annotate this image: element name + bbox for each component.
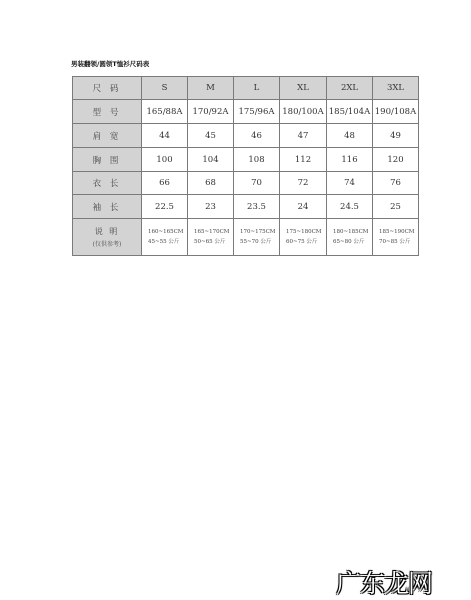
table-cell: 68 — [188, 172, 234, 195]
table-cell: 112 — [280, 148, 327, 172]
size-header-cell: M — [188, 77, 234, 100]
notes-weight: 50~65 公斤 — [194, 239, 226, 245]
row-label: 肩 宽 — [73, 124, 142, 148]
size-header-cell: L — [234, 77, 280, 100]
notes-height: 175~180CM — [286, 229, 322, 235]
table-cell: 70 — [234, 172, 280, 195]
table-row-chest — [73, 148, 419, 172]
notes-label: 说 明 — [94, 227, 120, 236]
row-label: 胸 围 — [73, 148, 142, 172]
notes-height: 185~190CM — [379, 229, 415, 235]
table-row-sleeve — [73, 195, 419, 219]
table-cell: 46 — [234, 124, 280, 148]
table-cell: 190/108A — [373, 100, 419, 124]
notes-weight: 65~80 公斤 — [333, 239, 365, 245]
table-cell: 44 — [142, 124, 188, 148]
page-title: 男装翻领/圆领T恤衫尺码表 — [71, 60, 150, 68]
table-cell: 74 — [327, 172, 373, 195]
table-row-shoulder — [73, 124, 419, 148]
size-chart-table — [72, 76, 419, 256]
table-cell: 22.5 — [142, 195, 188, 219]
notes-height: 170~175CM — [240, 229, 276, 235]
table-cell: 49 — [373, 124, 419, 148]
table-cell: 47 — [280, 124, 327, 148]
table-cell: 108 — [234, 148, 280, 172]
notes-sub-label: (仅供参考) — [92, 241, 122, 248]
table-row-model — [73, 100, 419, 124]
notes-cell — [188, 219, 234, 256]
table-cell: 120 — [373, 148, 419, 172]
table-cell: 25 — [373, 195, 419, 219]
table-cell: 170/92A — [188, 100, 234, 124]
table-cell: 23.5 — [234, 195, 280, 219]
table-cell: 23 — [188, 195, 234, 219]
table-cell: 100 — [142, 148, 188, 172]
notes-weight: 60~75 公斤 — [286, 239, 318, 245]
notes-height: 160~165CM — [148, 229, 184, 235]
size-header-row — [73, 77, 419, 100]
size-header-cell: 2XL — [327, 77, 373, 100]
table-cell: 24.5 — [327, 195, 373, 219]
row-label: 型 号 — [73, 100, 142, 124]
notes-cell — [373, 219, 419, 256]
size-header-cell: 3XL — [373, 77, 419, 100]
site-watermark: 广东龙网 — [336, 569, 433, 598]
table-row-notes — [73, 219, 419, 256]
table-cell: 66 — [142, 172, 188, 195]
row-label: 袖 长 — [73, 195, 142, 219]
notes-cell — [327, 219, 373, 256]
table-cell: 48 — [327, 124, 373, 148]
table-cell: 76 — [373, 172, 419, 195]
notes-weight: 70~85 公斤 — [379, 239, 411, 245]
notes-height: 180~185CM — [333, 229, 369, 235]
row-label: 衣 长 — [73, 172, 142, 195]
size-header-cell: S — [142, 77, 188, 100]
notes-height: 165~170CM — [194, 229, 230, 235]
notes-weight: 45~55 公斤 — [148, 239, 180, 245]
table-cell: 185/104A — [327, 100, 373, 124]
notes-cell — [280, 219, 327, 256]
notes-cell — [142, 219, 188, 256]
notes-weight: 55~70 公斤 — [240, 239, 272, 245]
table-cell: 175/96A — [234, 100, 280, 124]
table-cell: 45 — [188, 124, 234, 148]
size-header-cell: XL — [280, 77, 327, 100]
table-cell: 180/100A — [280, 100, 327, 124]
table-cell: 104 — [188, 148, 234, 172]
table-cell: 116 — [327, 148, 373, 172]
table-cell: 72 — [280, 172, 327, 195]
table-cell: 24 — [280, 195, 327, 219]
table-cell: 165/88A — [142, 100, 188, 124]
table-row-length — [73, 172, 419, 195]
size-header-label: 尺 码 — [73, 77, 142, 100]
notes-label-cell — [73, 219, 142, 256]
notes-cell — [234, 219, 280, 256]
